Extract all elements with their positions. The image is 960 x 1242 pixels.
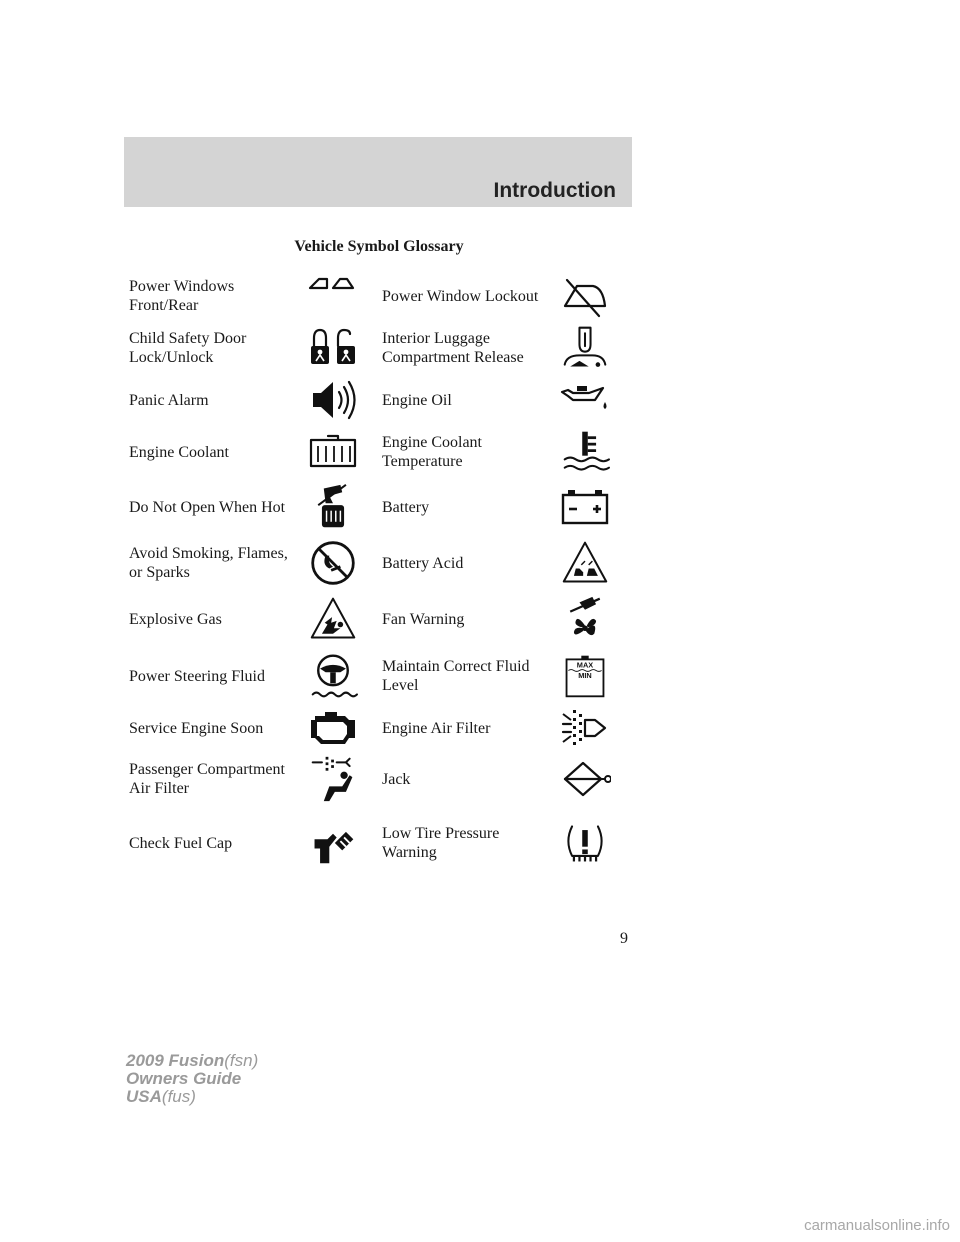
symbol-label: Maintain Correct Fluid Level [382, 658, 530, 694]
symbol-label: Do Not Open When Hot [129, 498, 286, 516]
fluid-level-icon [559, 652, 611, 700]
symbol-label: Battery [382, 498, 430, 516]
power-windows-icon [307, 272, 359, 320]
panic-alarm-icon [307, 376, 359, 424]
symbol-label: Passenger Compartment Air Filter [129, 761, 285, 797]
engine-air-filter-icon [559, 704, 611, 752]
section-title: Introduction [493, 179, 616, 202]
symbol-label: Service Engine Soon [129, 719, 264, 737]
battery-acid-icon [559, 539, 611, 587]
footer-model: 2009 Fusion [126, 1051, 225, 1070]
glossary-title: Vehicle Symbol Glossary [294, 238, 464, 255]
trunk-release-icon [559, 324, 611, 372]
explosive-gas-icon [307, 595, 359, 643]
symbol-label: Low Tire Pressure Warning [382, 825, 500, 861]
symbol-label: Jack [382, 770, 411, 788]
symbol-label: Battery Acid [382, 554, 464, 572]
footer-model-code: (fsn) [224, 1051, 259, 1070]
jack-icon [559, 755, 611, 803]
symbol-label: Interior Luggage Compartment Release [382, 330, 524, 366]
cabin-air-filter-icon [307, 755, 359, 803]
no-smoking-icon [307, 539, 359, 587]
symbol-label: Explosive Gas [129, 610, 222, 628]
service-engine-icon [307, 704, 359, 752]
symbol-glossary [129, 0, 629, 900]
engine-oil-icon [559, 376, 611, 424]
symbol-label: Engine Coolant [129, 443, 229, 461]
symbol-label: Fan Warning [382, 610, 465, 628]
fan-warning-icon [559, 595, 611, 643]
symbol-label: Child Safety Door Lock/Unlock [129, 330, 247, 366]
symbol-label: Power Windows Front/Rear [129, 278, 235, 314]
window-lockout-icon [559, 272, 611, 320]
footer-guide: Owners Guide [126, 1069, 242, 1088]
symbol-label: Power Steering Fluid [129, 667, 265, 685]
symbol-label: Panic Alarm [129, 391, 209, 409]
symbol-label: Avoid Smoking, Flames, or Sparks [129, 545, 288, 581]
footer-market: USA [126, 1087, 162, 1106]
symbol-label: Check Fuel Cap [129, 834, 233, 852]
child-lock-icon [307, 324, 359, 372]
fluid-level-min-label: MIN [578, 670, 592, 680]
steering-fluid-icon [307, 652, 359, 700]
footer-market-code: (fus) [161, 1087, 196, 1106]
symbol-label: Power Window Lockout [382, 287, 539, 305]
fluid-level-max-label: MAX [576, 660, 594, 670]
do-not-open-hot-icon [307, 483, 359, 531]
symbol-label: Engine Air Filter [382, 719, 491, 737]
coolant-temperature-icon [559, 428, 611, 476]
page-number: 9 [620, 930, 628, 947]
watermark: carmanualsonline.info [804, 1217, 950, 1234]
engine-coolant-icon [307, 428, 359, 476]
footer-edition [126, 1052, 258, 1106]
battery-icon [559, 483, 611, 531]
symbol-label: Engine Coolant Temperature [382, 434, 482, 470]
tire-pressure-icon [559, 819, 611, 867]
symbol-label: Engine Oil [382, 391, 452, 409]
fuel-cap-icon [307, 819, 359, 867]
